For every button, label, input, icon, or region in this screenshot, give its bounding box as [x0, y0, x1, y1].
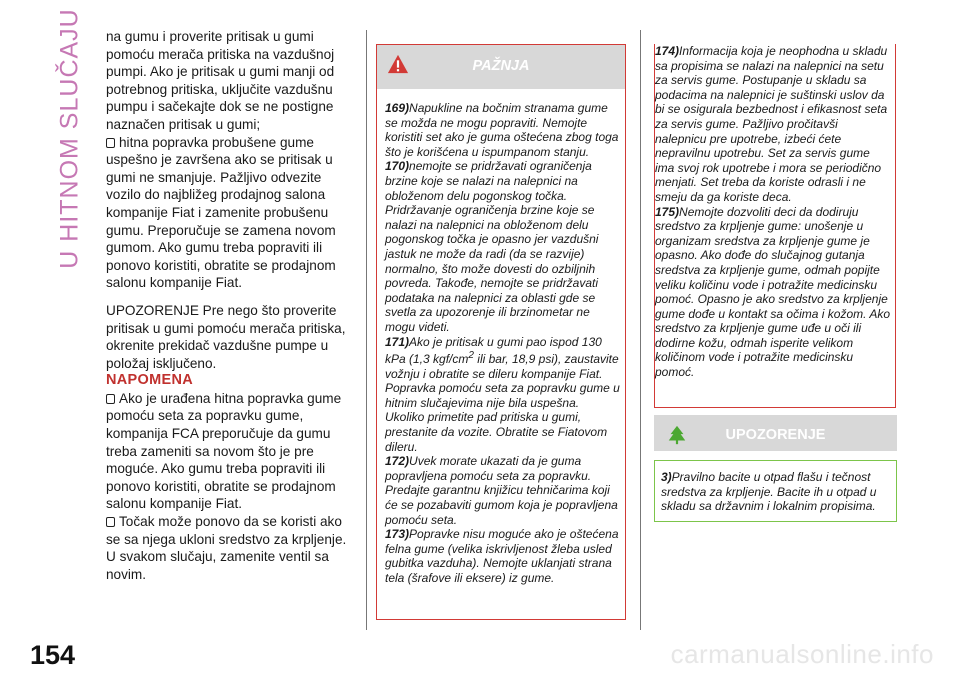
paragraph-4-text: Ako je urađena hitna popravka gume pomoću seta za popravku gume, kompanija FCA preporučuje da gumu treba zameniti sa novom što je pre moguće. Ako gumu treba popraviti ili ponovo koristiti, obratite se prodajnom salonu kompanije Fiat. — [106, 390, 342, 512]
item-number: 171) — [385, 334, 410, 349]
item-number: 172) — [385, 454, 410, 469]
section-title-vertical — [40, 7, 100, 269]
column-divider — [640, 30, 641, 630]
item-text: Popravke nisu moguće ako je oštećena felna gume (velika iskrivljenost žleba usled gubitka vazduha). Nemojte uklanjati strana tela (šrafove ili eksere) iz gume. — [385, 527, 619, 585]
section-title-text: U HITNOM SLUČAJU — [55, 7, 84, 269]
warning-item — [385, 335, 621, 455]
item-number: 175) — [655, 204, 680, 219]
item-text: Pravilno bacite u otpad flašu i tečnost sredstva za krpljenje. Bacite ih u otpad u skladu sa državnim i lokalnim propisima. — [661, 470, 877, 514]
left-column — [106, 28, 358, 583]
checkbox-bullet-icon — [106, 138, 115, 148]
environment-title: UPOZORENJE — [725, 427, 826, 443]
warning-item — [655, 205, 891, 380]
warning-item — [385, 159, 621, 334]
item-text: Informacija koja je neophodna u skladu sa propisima se nalazi na nalepnici na setu za servis gume. Postupanje u skladu sa podacima na nalepnici je suštinski uslov da bi se osigurala bezbednost i efikasnost seta za servis gume. Pažljivo pročitavši nalepnicu pre upotrebe, izbeći ćete nepravilnu upotrebu. Set za servis gume ima svoj rok upotrebe i mora se periodično menjati. Set treba da koriste odrasli i ne smeju da ga koriste deca. — [655, 44, 888, 204]
warning-continued-body — [655, 44, 891, 380]
warning-item — [385, 527, 621, 585]
item-text: ili bar, 18,9 psi), zaustavite vožnju i obratite se dileru kompanije Fiat. Popravka pomoću seta za popravku gume u hitnim slučajevima nije bila uspešna. Ukoliko primetite pad pritiska u gumi, prestanite da vozite. Obratite se Fiatovom dileru. — [385, 352, 620, 454]
item-text: Uvek morate ukazati da je guma popravljena pomoću seta za popravku. Predajte garantnu knjižicu tehničarima koji će se pozabaviti gumom koja je popravljena pomoću seta. — [385, 454, 618, 527]
superscript: 2 — [468, 350, 474, 362]
item-number: 169) — [385, 101, 410, 115]
paragraph-4 — [106, 390, 358, 513]
watermark: carmanualsonline.info — [670, 639, 934, 669]
warning-item — [385, 454, 621, 527]
item-text: Ako je pritisak u gumi pao ispod 130 kPa (1,3 kgf/cm — [385, 334, 602, 367]
item-number: 3) — [661, 470, 672, 484]
column-divider — [366, 30, 367, 630]
item-number: 170) — [385, 159, 410, 174]
paragraph-1: na gumu i proverite pritisak u gumi pomoću merača pritiska na vazdušnoj pumpi. Ako je pritisak u gumi manji od potrebnog pritiska, uključite vazdušnu pumpu i sačekajte dok se ne postigne naznačen pritisak u gumi; — [106, 29, 335, 132]
warning-header — [377, 45, 625, 89]
warning-box-continued — [654, 44, 896, 408]
item-text: Napukline na bočnim stranama gume se možda ne mogu popraviti. Nemojte koristiti set ako je guma oštećena zbog toga što je korišćena u ispumpanom stanju. — [385, 101, 619, 159]
warning-body — [385, 101, 621, 586]
item-text: nemojte se pridržavati ograničenja brzine koje se nalazi na nalepnici na obloženom delu pogonskog točka. Pridržavanje ograničenja brzine koje se nalazi na nalepnici na obloženom delu pogonskog točka je opasno jer vazdušni jastuk ne može da radi (da se razvije) normalno, što može dovesti do ozbiljnih povreda. Takođe, nemojte se pridržavati podataka na nalepnici za oblasti gde se svetla za upozorenje ili brzinometar ne mogu videti. — [385, 159, 599, 334]
warning-item — [385, 101, 621, 159]
paragraph-2-text: hitna popravka probušene gume uspešno je završena ako se pritisak u gumi ne smanjuje. Pažljivo odvezite vozilo do najbližeg prodajnog salona kompanije Fiat i zamenite probušenu gumu. Preporučuje se zamena novom gumom. Ako gumu treba popraviti ili ponovo koristiti, obratite se prodajnom salonu kompanije Fiat. — [106, 134, 336, 291]
environment-header — [654, 415, 897, 451]
paragraph-5-text: Točak može ponovo da se koristi ako se sa njega ukloni sredstvo za krpljenje. U svakom slučaju, zamenite ventil sa novim. — [106, 514, 347, 582]
page-number: 154 — [30, 640, 76, 670]
item-number: 174) — [655, 44, 680, 58]
environment-item — [661, 470, 893, 514]
paragraph-2 — [106, 134, 358, 292]
item-text: Nemojte dozvoliti deci da dodiruju sredstvo za krpljenje gume: unošenje u organizam sredstva za krpljenje gume je opasno. Ako dođe do slučajnog gutanja sredstva za krpljenje gume, odmah popijte veliku količinu vode i potražite medicinsku pomoć. Opasno je ako sredstvo za krpljenje gume dođe u kontakt sa očima i kožom. Ako sredstvo za krpljenje gume uđe u oči ili dodirne kožu, odmah isperite velikom količinom vode i potražite medicinsku pomoć. — [655, 204, 891, 380]
napomena-heading: NAPOMENA — [106, 372, 193, 389]
checkbox-bullet-icon — [106, 394, 115, 404]
warning-item — [655, 44, 891, 205]
paragraph-3: UPOZORENJE Pre nego što proverite pritisak u gumi pomoću merača pritiska, okrenite prekidač vazdušne pumpe u položaj isključeno. — [106, 302, 346, 371]
warning-box — [376, 44, 626, 620]
paragraph-5 — [106, 513, 358, 583]
warning-title: PAŽNJA — [472, 58, 530, 74]
item-number: 173) — [385, 527, 410, 542]
environment-body — [661, 470, 893, 514]
environment-box — [654, 460, 897, 522]
checkbox-bullet-icon — [106, 517, 115, 527]
